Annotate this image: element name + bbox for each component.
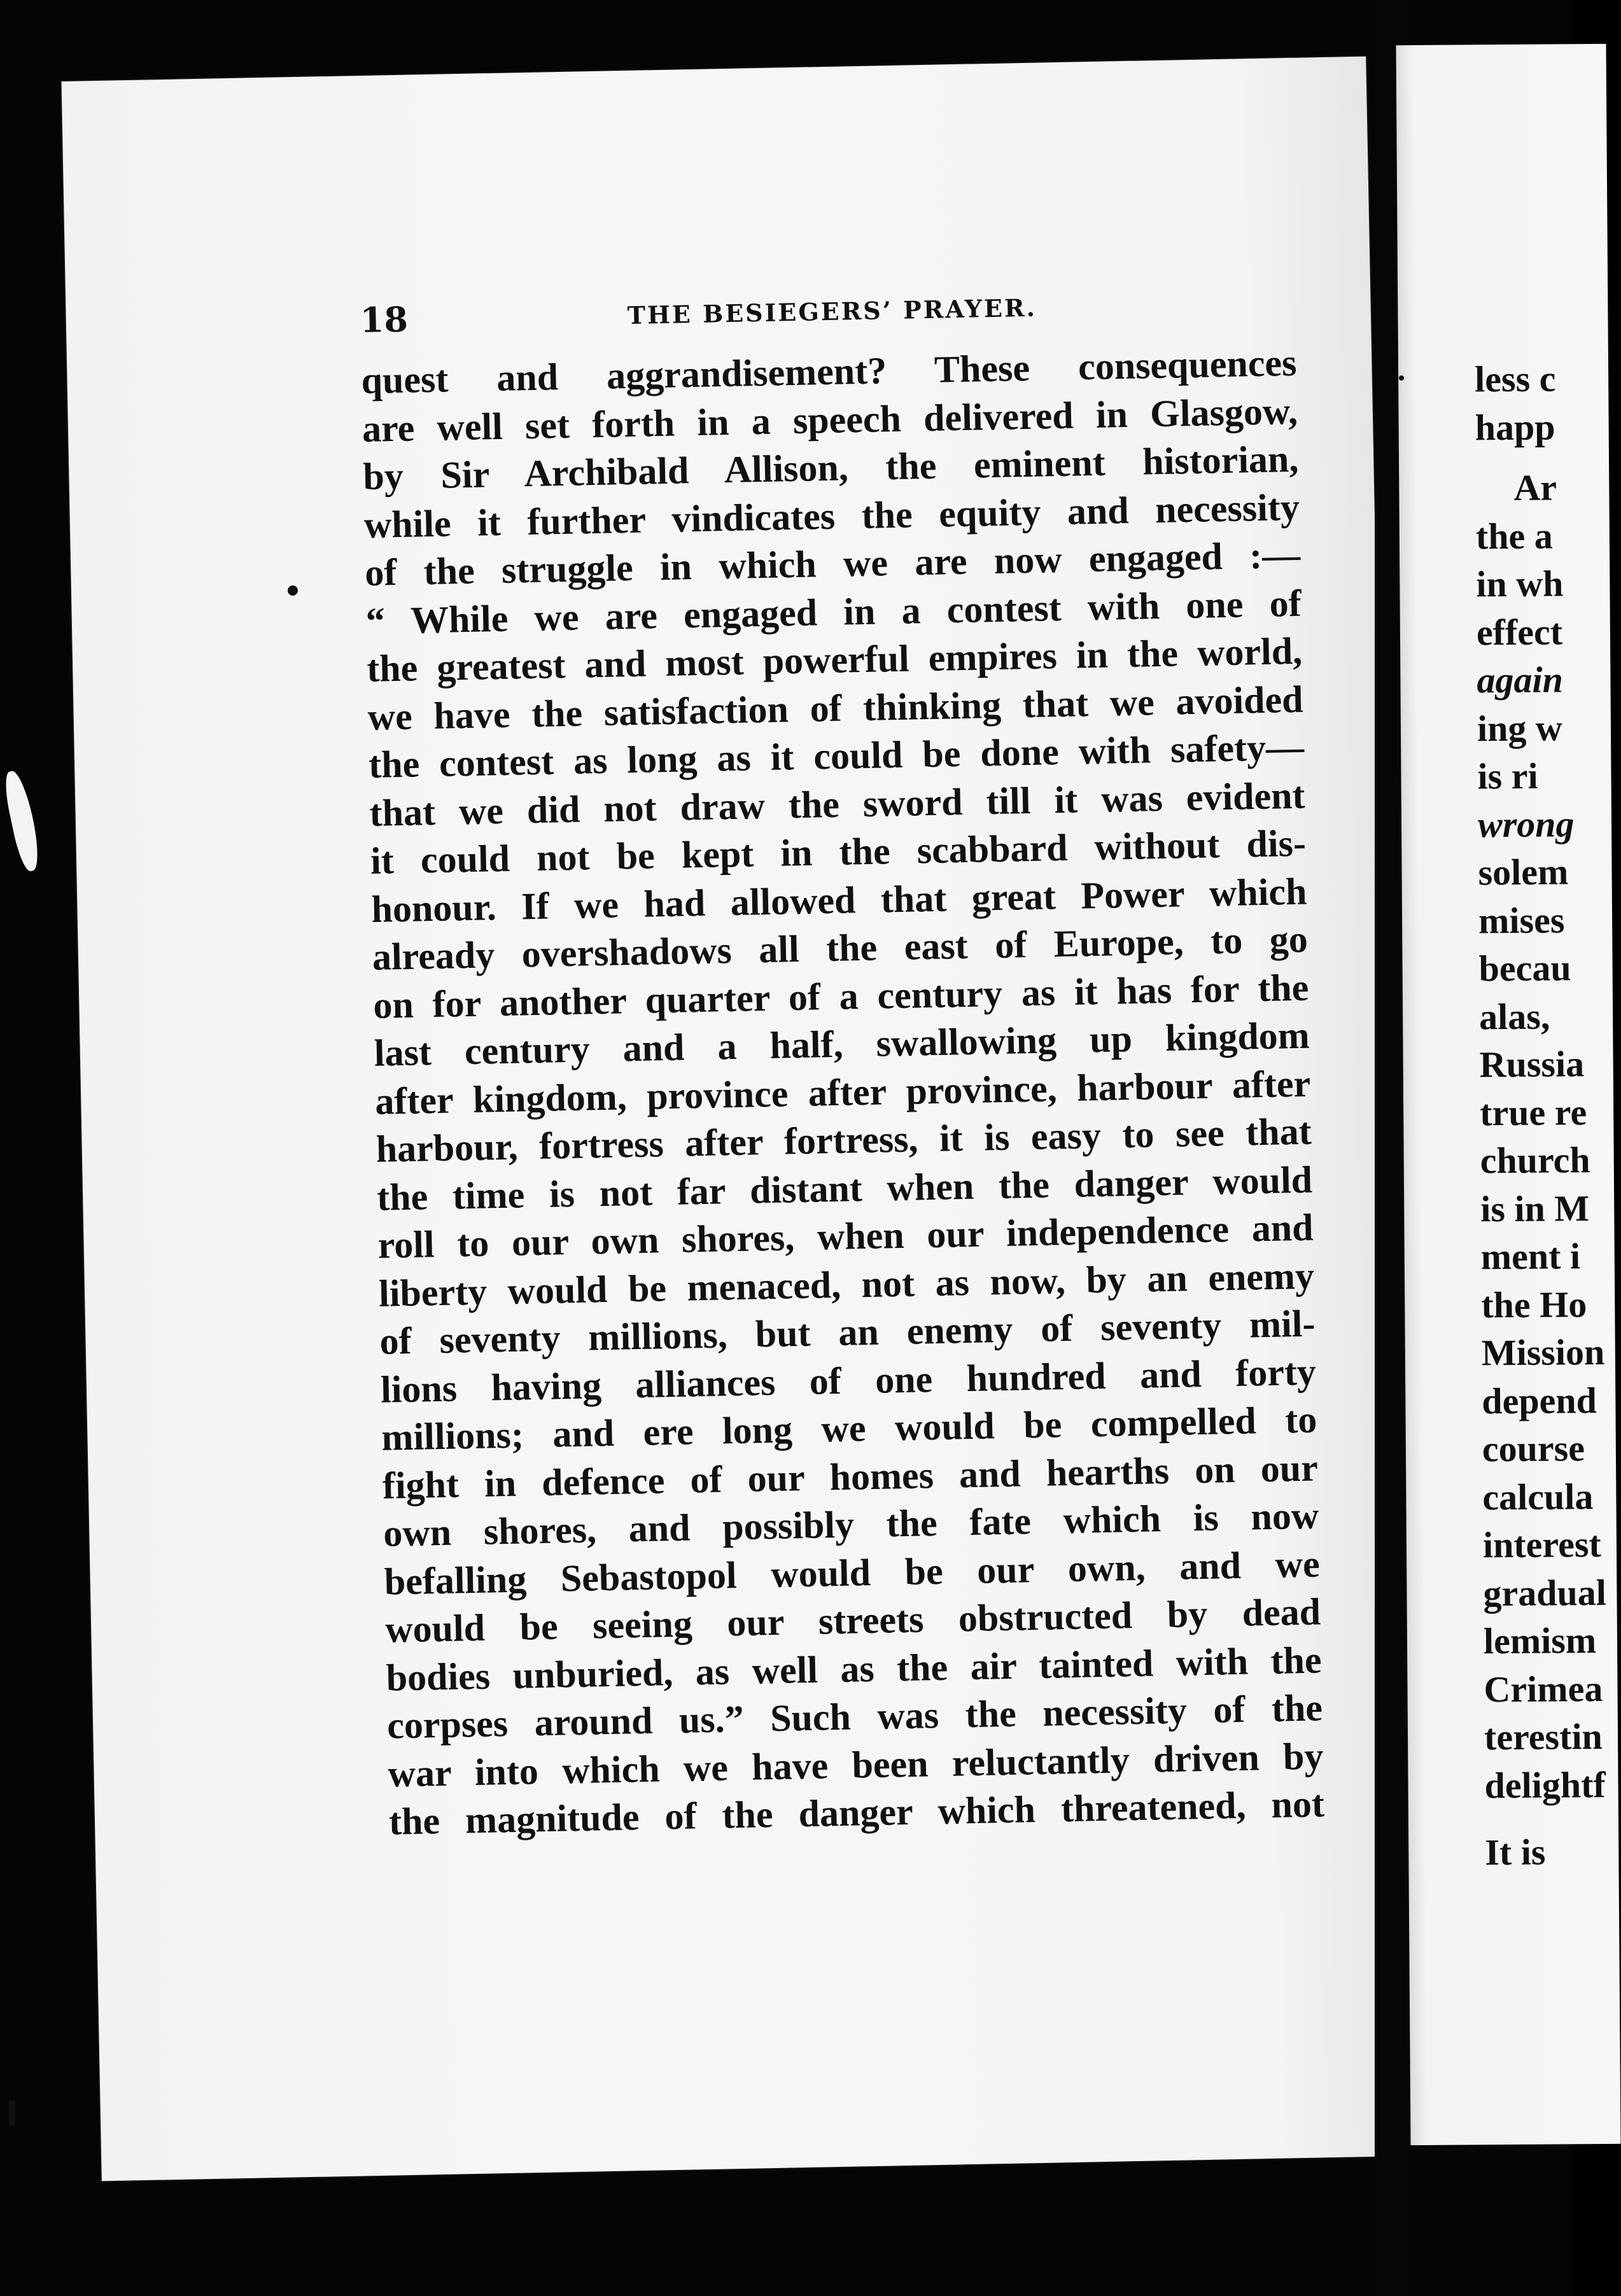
text-fragment: is in M bbox=[1480, 1187, 1590, 1229]
text-fragment: Mission bbox=[1481, 1331, 1605, 1374]
text-fragment: the Ho bbox=[1481, 1283, 1587, 1326]
text-fragment: delightf bbox=[1484, 1763, 1606, 1806]
text-fragment: mises bbox=[1478, 899, 1565, 941]
text-line: quest and aggrandisement? These consequences bbox=[360, 341, 1297, 402]
text-fragment: gradual bbox=[1483, 1571, 1607, 1614]
text-fragment: terestin bbox=[1484, 1715, 1603, 1758]
text-fragment: depend bbox=[1482, 1379, 1597, 1422]
text-fragment: less c bbox=[1474, 358, 1556, 400]
running-head-title: THE BESIEGERS’ PRAYER. bbox=[627, 293, 1037, 330]
text-fragment: lemism bbox=[1483, 1620, 1597, 1662]
text-line: lions having alliances of one hundred and forty bbox=[380, 1350, 1317, 1411]
text-line: while it further vindicates the equity and necessity bbox=[363, 486, 1300, 546]
text-fragment: ment i bbox=[1480, 1235, 1581, 1278]
text-fragment: wrong bbox=[1477, 802, 1575, 845]
text-line: honour. If we had allowed that great Power which bbox=[370, 870, 1307, 930]
text-line: by Sir Archibald Allison, the eminent historian, bbox=[362, 437, 1299, 498]
text-fragment: becau bbox=[1478, 947, 1571, 990]
text-line: fight in defence of our homes and hearths on our bbox=[382, 1446, 1319, 1507]
text-line: the contest as long as it could be done with safety— bbox=[368, 725, 1305, 786]
text-line: “ While we are engaged in a contest with one of bbox=[365, 582, 1302, 642]
text-fragment: happ bbox=[1475, 405, 1555, 448]
body-text bbox=[361, 339, 1325, 1846]
text-fragment: solem bbox=[1478, 851, 1569, 893]
text-line: the magnitude of the danger which threatened, not bbox=[388, 1782, 1325, 1843]
text-line: of the struggle in which we are now engaged :— bbox=[364, 533, 1301, 594]
text-fragment: course bbox=[1482, 1427, 1585, 1470]
text-line: liberty would be menaced, not as now, by an enemy bbox=[378, 1254, 1315, 1315]
text-fragment: the a bbox=[1475, 514, 1553, 557]
text-fragment: alas, bbox=[1478, 995, 1550, 1037]
text-fragment: Crimea bbox=[1484, 1667, 1603, 1710]
text-fragment: in wh bbox=[1476, 563, 1564, 605]
text-line: we have the satisfaction of thinking that we avoided bbox=[367, 678, 1304, 738]
text-line: harbour, fortress after fortress, it is easy to see that bbox=[375, 1110, 1312, 1170]
text-fragment: true re bbox=[1479, 1091, 1587, 1133]
text-line: millions; and ere long we would be compelled to bbox=[381, 1398, 1317, 1459]
speck bbox=[288, 585, 298, 596]
text-line: after kingdom, province after province, harbour after bbox=[374, 1062, 1311, 1123]
text-fragment: ing w bbox=[1477, 706, 1562, 749]
text-line: would be seeing our streets obstructed by dead bbox=[384, 1590, 1321, 1651]
text-fragment: Russia bbox=[1479, 1043, 1585, 1086]
text-line: are well set forth in a speech delivered in Glasgow, bbox=[361, 389, 1298, 450]
text-line: own shores, and possibly the fate which is now bbox=[382, 1494, 1319, 1555]
text-fragment: is ri bbox=[1477, 755, 1538, 797]
text-line: roll to our own shores, when our independence and bbox=[377, 1206, 1314, 1266]
text-line: the time is not far distant when the danger would bbox=[376, 1158, 1313, 1219]
text-line: of seventy millions, but an enemy of seventy mil- bbox=[379, 1302, 1316, 1362]
text-fragment: church bbox=[1480, 1139, 1590, 1182]
text-line: the greatest and most powerful empires in the world, bbox=[366, 629, 1303, 690]
text-line: corpses around us.” Such was the necessity of the bbox=[386, 1686, 1323, 1747]
text-line: already overshadows all the east of Europe, to go bbox=[372, 918, 1309, 978]
right-page-text-fragments bbox=[1475, 354, 1608, 1877]
running-head bbox=[360, 269, 1296, 344]
left-page-content bbox=[360, 269, 1325, 1846]
right-page bbox=[1396, 44, 1620, 2145]
text-fragment: again bbox=[1477, 659, 1564, 701]
text-fragment: effect bbox=[1476, 610, 1563, 653]
page-number: 18 bbox=[360, 298, 409, 341]
text-fragment: interest bbox=[1482, 1523, 1601, 1566]
speck bbox=[1399, 375, 1404, 381]
text-line: befalling Sebastopol would be our own, and we bbox=[384, 1542, 1321, 1603]
text-fragment: Ar bbox=[1513, 466, 1557, 508]
text-fragment: calcula bbox=[1482, 1475, 1594, 1518]
text-line: that we did not draw the sword till it was evident bbox=[369, 774, 1306, 834]
left-page bbox=[62, 57, 1407, 2181]
text-line: last century and a half, swallowing up kingdom bbox=[374, 1014, 1310, 1074]
speck bbox=[9, 2100, 15, 2125]
text-line: war into which we have been reluctantly driven by bbox=[388, 1734, 1324, 1795]
text-line: on for another quarter of a century as it has for the bbox=[372, 966, 1309, 1026]
text-fragment: It is bbox=[1485, 1831, 1546, 1873]
text-line: bodies unburied, as well as the air tainted with the bbox=[386, 1638, 1323, 1699]
text-line: it could not be kept in the scabbard without dis- bbox=[370, 822, 1307, 882]
